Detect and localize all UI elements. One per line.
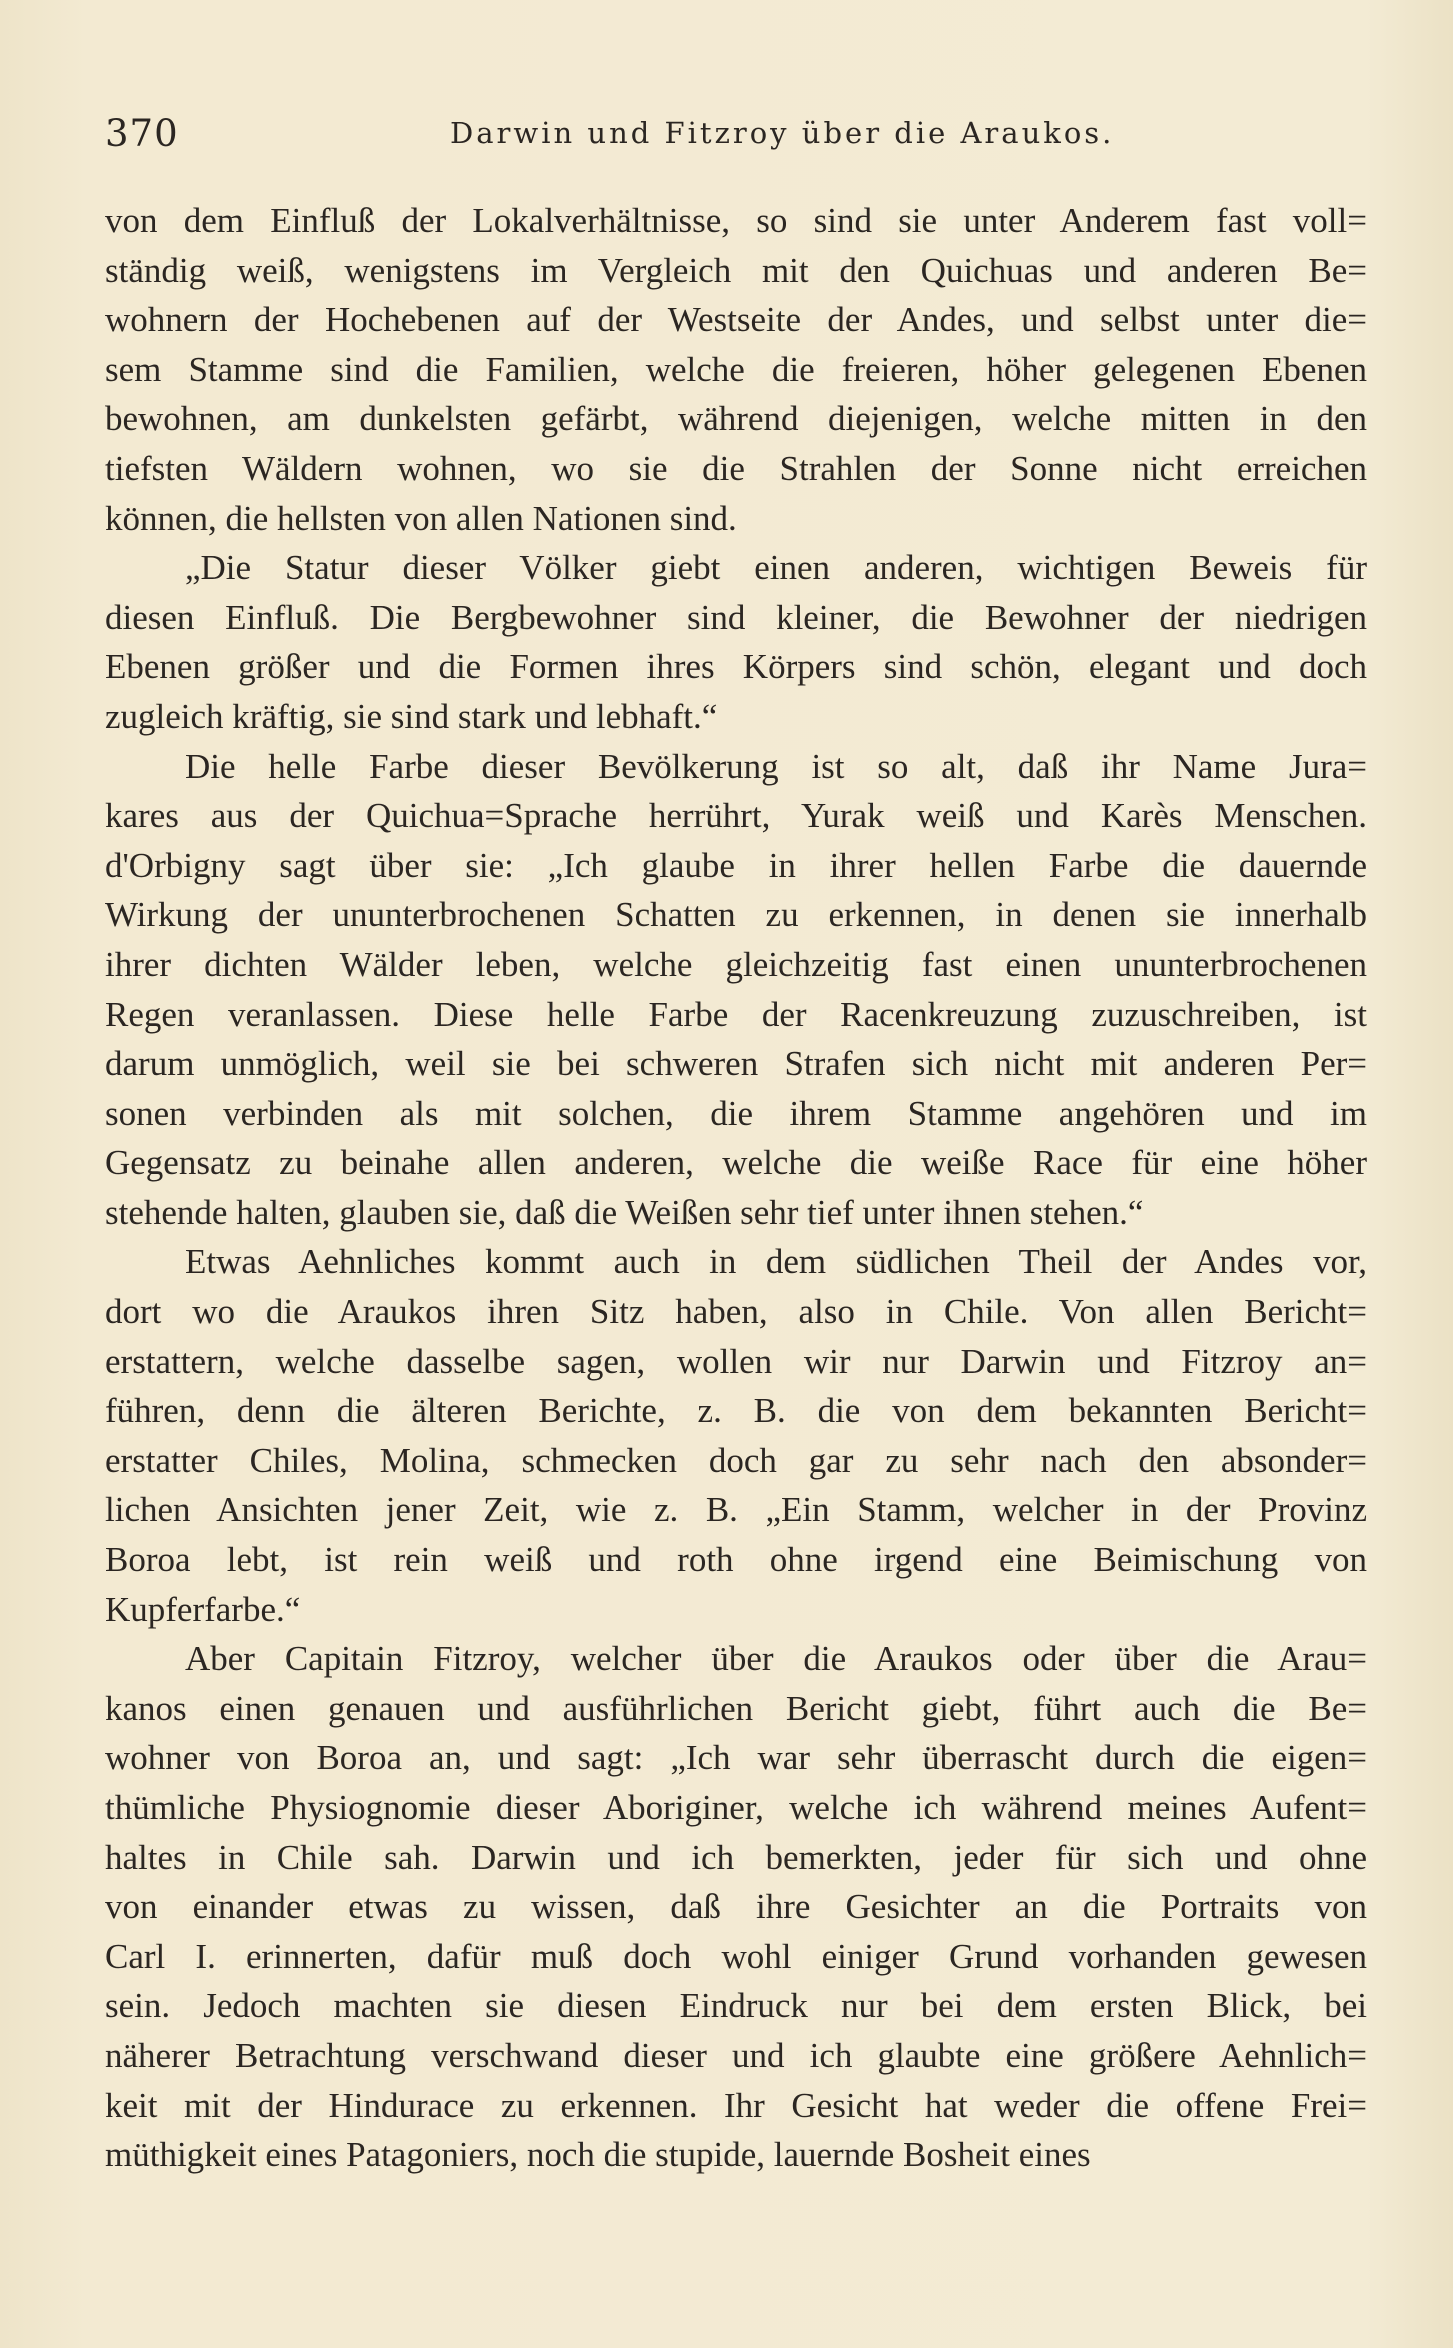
text-line: Regen veranlassen. Diese helle Farbe der Racenkreuzung zuzuschreiben, ist: [105, 994, 1367, 1034]
text-line: darum unmöglich, weil sie bei schweren Strafen sich nicht mit anderen Per=: [105, 1044, 1367, 1084]
text-line: haltes in Chile sah. Darwin und ich bemerkten, jeder für sich und ohne: [105, 1837, 1367, 1877]
text-line: keit mit der Hindurace zu erkennen. Ihr Gesicht hat weder die offene Frei=: [105, 2085, 1367, 2125]
text-line: „Die Statur dieser Völker giebt einen anderen, wichtigen Beweis für: [185, 548, 1367, 588]
text-line: diesen Einfluß. Die Bergbewohner sind kleiner, die Bewohner der niedrigen: [105, 597, 1367, 637]
text-line: führen, denn die älteren Berichte, z. B. die von dem bekannten Bericht=: [105, 1391, 1367, 1431]
text-line: ständig weiß, wenigstens im Vergleich mit den Quichuas und anderen Be=: [105, 250, 1367, 290]
text-line: wohner von Boroa an, und sagt: „Ich war sehr überrascht durch die eigen=: [105, 1738, 1367, 1778]
text-line: Boroa lebt, ist rein weiß und roth ohne irgend eine Beimischung von: [105, 1540, 1367, 1580]
text-line: können, die hellsten von allen Nationen sind.: [105, 498, 737, 538]
text-line: wohnern der Hochebenen auf der Westseite der Andes, und selbst unter die=: [105, 300, 1367, 340]
paragraph: [105, 1237, 1367, 1634]
text-line: von dem Einfluß der Lokalverhältnisse, so sind sie unter Anderem fast voll=: [105, 201, 1367, 240]
page-header: [105, 112, 1358, 164]
text-line: Wirkung der ununterbrochenen Schatten zu erkennen, in denen sie innerhalb: [105, 895, 1367, 935]
running-head: Darwin und Fitzroy über die Araukos.: [450, 116, 1115, 150]
text-line: Die helle Farbe dieser Bevölkerung ist so alt, daß ihr Name Jura=: [185, 746, 1367, 786]
paragraph: [105, 1634, 1367, 2180]
text-line: thümliche Physiognomie dieser Aboriginer, welche ich während meines Aufent=: [105, 1788, 1367, 1827]
text-line: bewohnen, am dunkelsten gefärbt, während diejenigen, welche mitten in den: [105, 399, 1367, 439]
text-line: sem Stamme sind die Familien, welche die freieren, höher gelegenen Ebenen: [105, 349, 1367, 389]
text-line: Carl I. erinnerten, dafür muß doch wohl einiger Grund vorhanden gewesen: [105, 1936, 1367, 1976]
text-line: erstattern, welche dasselbe sagen, wollen wir nur Darwin und Fitzroy an=: [105, 1341, 1367, 1381]
text-line: kanos einen genauen und ausführlichen Bericht giebt, führt auch die Be=: [105, 1688, 1367, 1728]
text-line: kares aus der Quichua=Sprache herrührt, Yurak weiß und Karès Menschen.: [105, 796, 1367, 836]
text-line: Ebenen größer und die Formen ihres Körpers sind schön, elegant und doch: [105, 647, 1367, 687]
text-line: erstatter Chiles, Molina, schmecken doch gar zu sehr nach den absonder=: [105, 1440, 1367, 1480]
text-line: müthigkeit eines Patagoniers, noch die stupide, lauernde Bosheit eines: [105, 2135, 1091, 2175]
text-line: sonen verbinden als mit solchen, die ihrem Stamme angehören und im: [105, 1093, 1367, 1133]
text-line: stehende halten, glauben sie, daß die Weißen sehr tief unter ihnen stehen.“: [105, 1192, 1144, 1232]
paragraph: [105, 196, 1367, 543]
page-number: 370: [105, 112, 179, 155]
text-line: ihrer dichten Wälder leben, welche gleichzeitig fast einen ununterbrochenen: [105, 944, 1367, 984]
paragraph: [105, 742, 1367, 1238]
text-line: sein. Jedoch machten sie diesen Eindruck nur bei dem ersten Blick, bei: [105, 1986, 1367, 2026]
text-line: von einander etwas zu wissen, daß ihre Gesichter an die Portraits von: [105, 1887, 1367, 1927]
text-line: d'Orbigny sagt über sie: „Ich glaube in ihrer hellen Farbe die dauernde: [105, 845, 1367, 885]
text-line: näherer Betrachtung verschwand dieser und ich glaubte eine größere Aehnlich=: [105, 2035, 1367, 2075]
paragraph: [105, 543, 1367, 741]
text-line: dort wo die Araukos ihren Sitz haben, also in Chile. Von allen Bericht=: [105, 1292, 1367, 1332]
text-line: tiefsten Wäldern wohnen, wo sie die Strahlen der Sonne nicht erreichen: [105, 448, 1367, 488]
text-line: Kupferfarbe.“: [105, 1589, 301, 1629]
text-line: Etwas Aehnliches kommt auch in dem südlichen Theil der Andes vor,: [185, 1242, 1367, 1282]
text-line: lichen Ansichten jener Zeit, wie z. B. „Ein Stamm, welcher in der Provinz: [105, 1490, 1367, 1530]
text-line: Aber Capitain Fitzroy, welcher über die Araukos oder über die Arau=: [185, 1639, 1367, 1679]
text-line: Gegensatz zu beinahe allen anderen, welche die weiße Race für eine höher: [105, 1143, 1367, 1183]
text-line: zugleich kräftig, sie sind stark und lebhaft.“: [105, 696, 718, 736]
body-text: [105, 196, 1367, 2180]
